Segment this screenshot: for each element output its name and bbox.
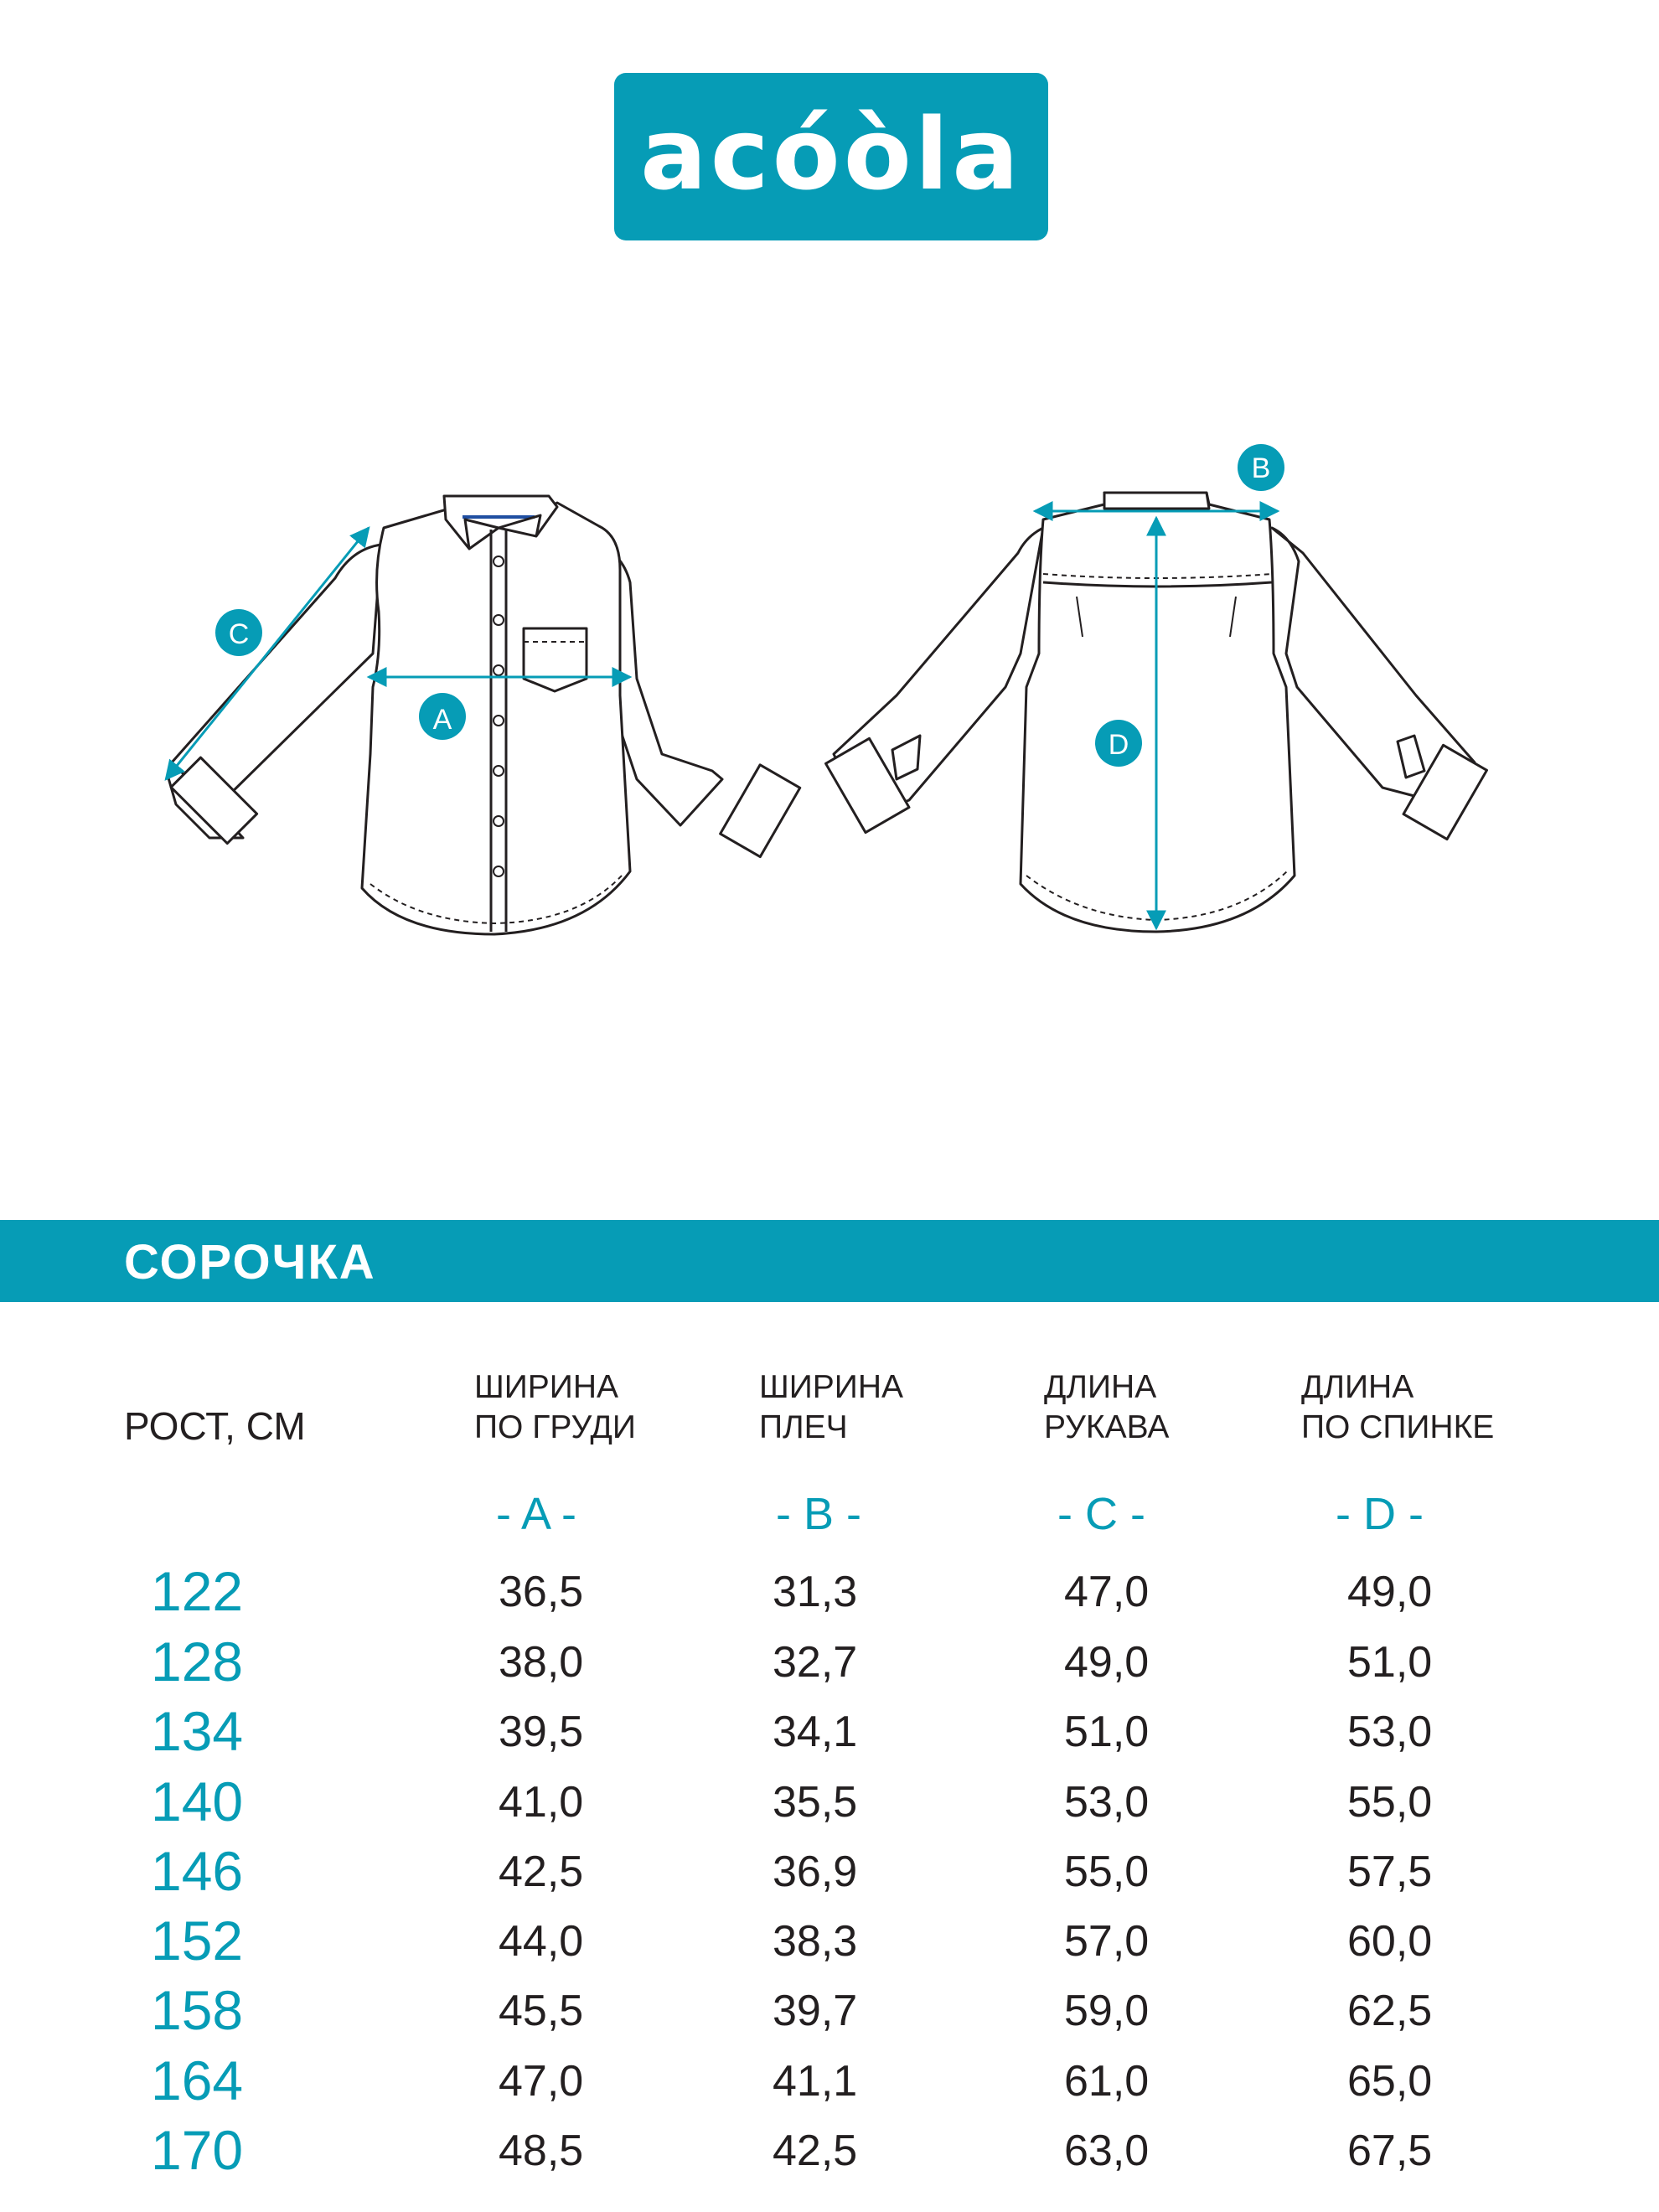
- sleeve-value: 61,0: [1064, 2057, 1150, 2106]
- table-row: [0, 1910, 1659, 1982]
- label-c-text: C: [228, 618, 250, 650]
- table-row: [0, 1631, 1659, 1703]
- chest-value: 44,0: [499, 1917, 584, 1966]
- size-value: 170: [151, 2119, 244, 2181]
- column-header-line: ПО ГРУДИ: [474, 1409, 636, 1445]
- table-row: [0, 1770, 1659, 1842]
- table-row: [0, 1979, 1659, 2051]
- size-value: 134: [151, 1700, 244, 1762]
- column-header-line: ДЛИНА: [1044, 1369, 1157, 1405]
- column-header-shoulders: [759, 1367, 903, 1448]
- size-value: 152: [151, 1910, 244, 1972]
- product-title-banner: [0, 1220, 1659, 1302]
- label-d-text: D: [1108, 729, 1129, 761]
- back-length-value: 65,0: [1347, 2057, 1433, 2106]
- column-header-line: ДЛИНА: [1301, 1369, 1414, 1405]
- column-header-line: ПО СПИНКЕ: [1301, 1409, 1495, 1445]
- chest-value: 42,5: [499, 1848, 584, 1896]
- chest-value: 47,0: [499, 2057, 584, 2106]
- shoulders-value: 34,1: [773, 1708, 858, 1756]
- shirt-measurement-diagram: [0, 402, 1659, 972]
- column-header-line: РУКАВА: [1044, 1409, 1170, 1445]
- table-row: [0, 1840, 1659, 1912]
- chest-value: 41,0: [499, 1778, 584, 1827]
- back-length-value: 51,0: [1347, 1638, 1433, 1687]
- size-value: 158: [151, 1979, 244, 2041]
- label-a-text: A: [432, 704, 452, 736]
- table-row: [0, 2049, 1659, 2122]
- table-row: [0, 1700, 1659, 1772]
- sleeve-value: 55,0: [1064, 1848, 1150, 1896]
- back-length-value: 55,0: [1347, 1778, 1433, 1827]
- back-length-value: 60,0: [1347, 1917, 1433, 1966]
- chest-value: 39,5: [499, 1708, 584, 1756]
- sleeve-value: 47,0: [1064, 1568, 1150, 1616]
- column-header-sleeve: [1044, 1367, 1169, 1448]
- shoulders-value: 39,7: [773, 1987, 858, 2035]
- product-title: СОРОЧКА: [124, 1235, 376, 1289]
- shoulders-value: 32,7: [773, 1638, 858, 1687]
- shoulders-value: 42,5: [773, 2127, 858, 2175]
- shoulders-value: 38,3: [773, 1917, 858, 1966]
- chest-value: 38,0: [499, 1638, 584, 1687]
- brand-logo-text: acóòla: [640, 96, 1022, 212]
- size-column-header: РОСТ, СМ: [124, 1404, 306, 1448]
- sleeve-value: 51,0: [1064, 1708, 1150, 1756]
- size-value: 122: [151, 1560, 244, 1622]
- chest-value: 48,5: [499, 2127, 584, 2175]
- column-code-b: - B -: [776, 1489, 861, 1539]
- column-header-back-length: [1301, 1367, 1494, 1448]
- shoulders-value: 41,1: [773, 2057, 858, 2106]
- label-b-text: B: [1251, 452, 1271, 484]
- label-a-marker: [419, 693, 466, 740]
- column-header-chest: [474, 1367, 636, 1448]
- back-length-value: 62,5: [1347, 1987, 1433, 2035]
- column-code-a: - A -: [496, 1489, 577, 1539]
- back-length-value: 57,5: [1347, 1848, 1433, 1896]
- chest-value: 36,5: [499, 1568, 584, 1616]
- size-value: 128: [151, 1631, 244, 1693]
- column-header-line: ШИРИНА: [474, 1369, 618, 1405]
- size-value: 164: [151, 2049, 244, 2111]
- sleeve-value: 63,0: [1064, 2127, 1150, 2175]
- size-value: 140: [151, 1770, 244, 1832]
- size-value: 146: [151, 1840, 244, 1902]
- brand-logo: [614, 73, 1048, 240]
- sleeve-value: 57,0: [1064, 1917, 1150, 1966]
- label-d-marker: [1095, 720, 1142, 767]
- sleeve-value: 53,0: [1064, 1778, 1150, 1827]
- chest-value: 45,5: [499, 1987, 584, 2035]
- back-length-value: 49,0: [1347, 1568, 1433, 1616]
- column-code-c: - C -: [1057, 1489, 1145, 1539]
- shoulders-value: 31,3: [773, 1568, 858, 1616]
- table-row: [0, 1560, 1659, 1632]
- label-c-marker: [215, 609, 262, 656]
- column-code-d: - D -: [1336, 1489, 1424, 1539]
- sleeve-value: 59,0: [1064, 1987, 1150, 2035]
- column-header-line: ПЛЕЧ: [759, 1409, 848, 1445]
- table-row: [0, 2119, 1659, 2191]
- sleeve-value: 49,0: [1064, 1638, 1150, 1687]
- back-length-value: 53,0: [1347, 1708, 1433, 1756]
- column-header-line: ШИРИНА: [759, 1369, 903, 1405]
- back-length-value: 67,5: [1347, 2127, 1433, 2175]
- shoulders-value: 35,5: [773, 1778, 858, 1827]
- shirt-front-drawing: [168, 496, 800, 934]
- shoulders-value: 36,9: [773, 1848, 858, 1896]
- label-b-marker: [1238, 444, 1284, 491]
